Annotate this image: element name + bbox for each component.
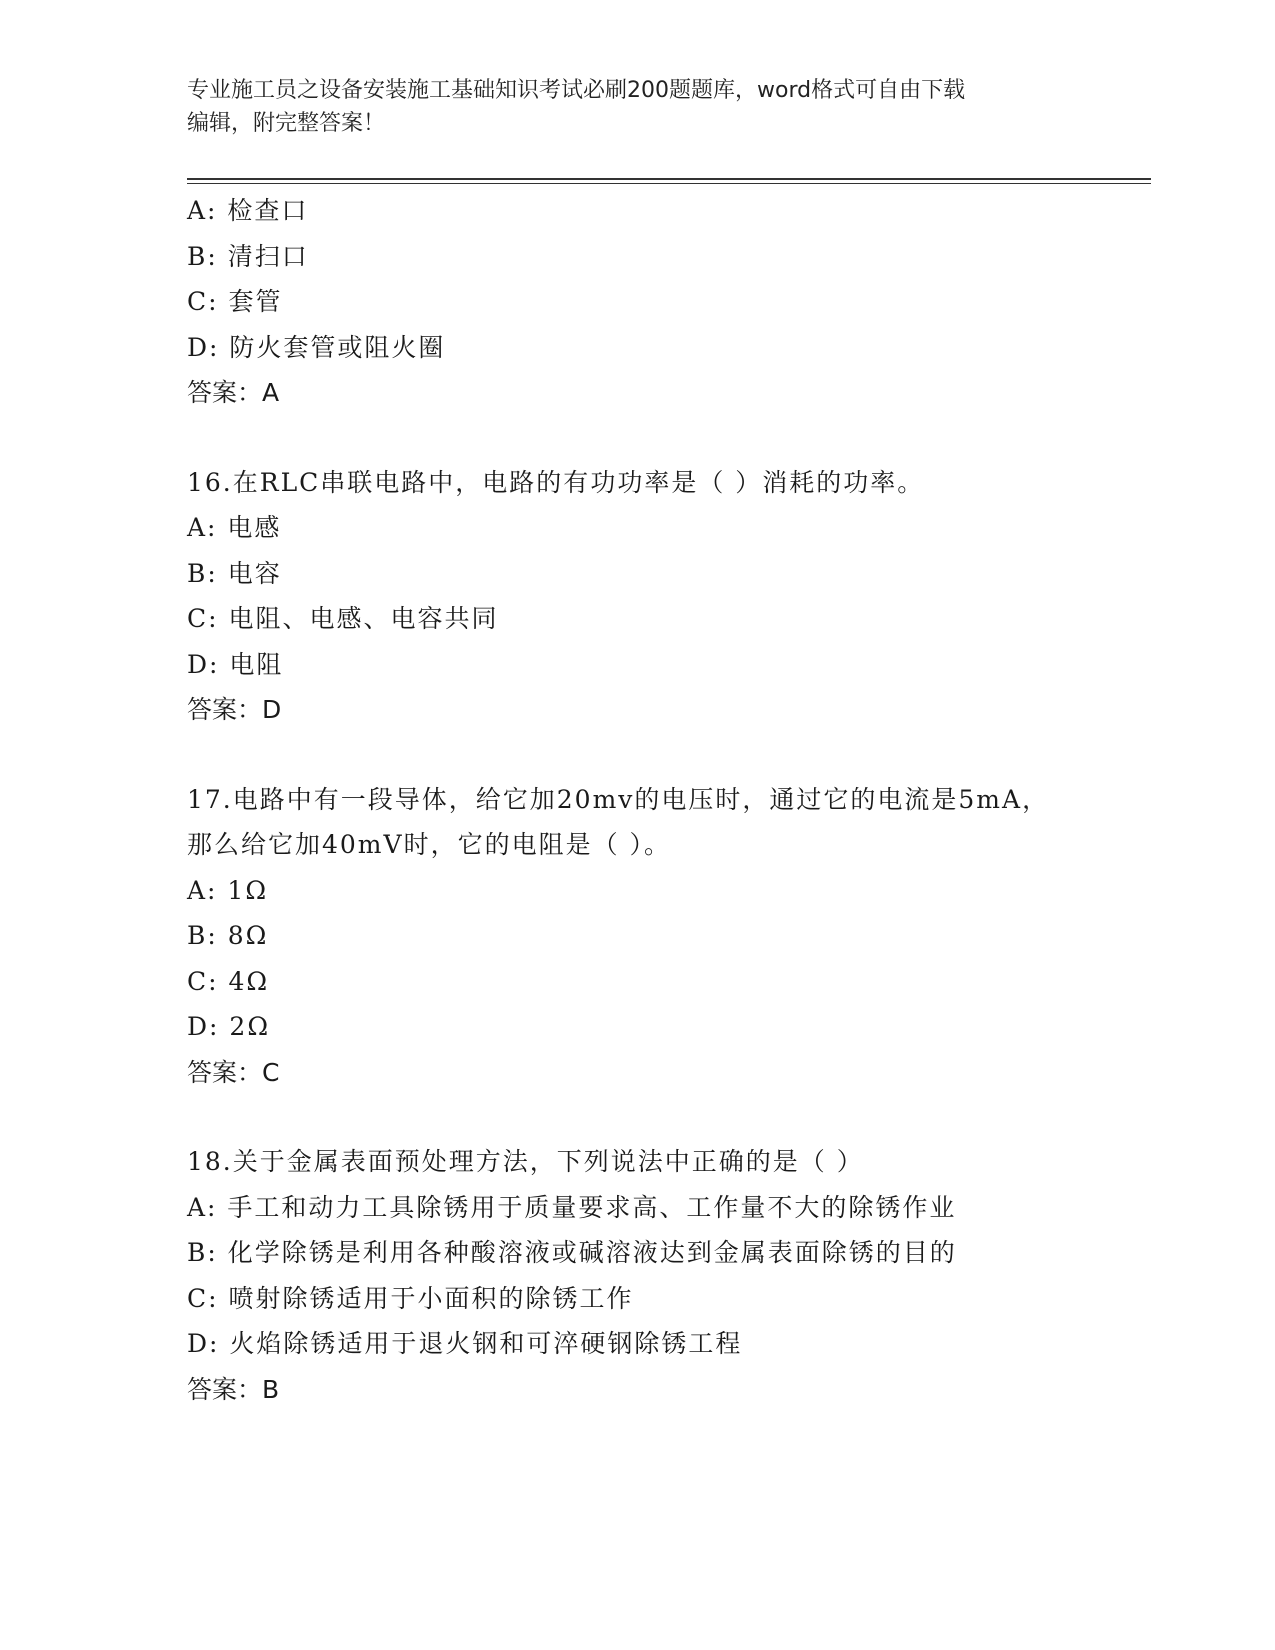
header-line-2: 编辑，附完整答案！ <box>187 111 386 136</box>
question-list <box>187 188 1137 1412</box>
option-a: A: 检查口 <box>187 196 309 225</box>
option-d: D: 2Ω <box>187 1012 271 1041</box>
option-b: B: 清扫口 <box>187 241 309 271</box>
option-a: A: 手工和动力工具除锈用于质量要求高、工作量不大的除锈作业 <box>187 1192 957 1222</box>
header-rule-thick <box>187 178 1151 180</box>
spacer <box>187 416 1137 460</box>
question-stem: 16.在RLC串联电路中，电路的有功功率是（ ）消耗的功率。 <box>187 467 925 497</box>
option-d: D: 防火套管或阻火圈 <box>187 332 446 362</box>
document-header <box>187 74 1087 140</box>
question-18 <box>187 1139 1137 1412</box>
option-d: D: 电阻 <box>187 649 284 679</box>
option-d: D: 火焰除锈适用于退火钢和可淬硬钢除锈工程 <box>187 1329 743 1358</box>
header-rule-thin <box>187 183 1151 184</box>
question-16 <box>187 460 1137 733</box>
option-c: C: 电阻、电感、电容共同 <box>187 604 499 633</box>
spacer <box>187 733 1137 777</box>
option-b: B: 化学除锈是利用各种酸溶液或碱溶液达到金属表面除锈的目的 <box>187 1238 957 1267</box>
question-stem: 18.关于金属表面预处理方法，下列说法中正确的是（ ） <box>187 1147 864 1176</box>
question-17 <box>187 777 1137 1096</box>
option-c: C: 套管 <box>187 287 283 316</box>
answer: 答案：A <box>187 378 280 407</box>
option-a: A: 1Ω <box>187 875 269 905</box>
option-a: A: 电感 <box>187 513 282 542</box>
option-c: C: 喷射除锈适用于小面积的除锈工作 <box>187 1283 634 1313</box>
question-stem-line-2: 那么给它加40mV时，它的电阻是（ ）。 <box>187 830 672 859</box>
question-stem-line-1: 17.电路中有一段导体，给它加20mv的电压时，通过它的电流是5mA， <box>187 784 1050 814</box>
answer: 答案：D <box>187 695 282 724</box>
spacer <box>187 1095 1137 1139</box>
option-c: C: 4Ω <box>187 966 270 996</box>
question-15 <box>187 188 1137 416</box>
header-line-1: 专业施工员之设备安装施工基础知识考试必刷200题题库，word格式可自由下载 <box>187 78 966 103</box>
option-b: B: 8Ω <box>187 921 269 950</box>
option-b: B: 电容 <box>187 558 282 588</box>
answer: 答案：C <box>187 1057 280 1087</box>
answer: 答案：B <box>187 1374 280 1404</box>
